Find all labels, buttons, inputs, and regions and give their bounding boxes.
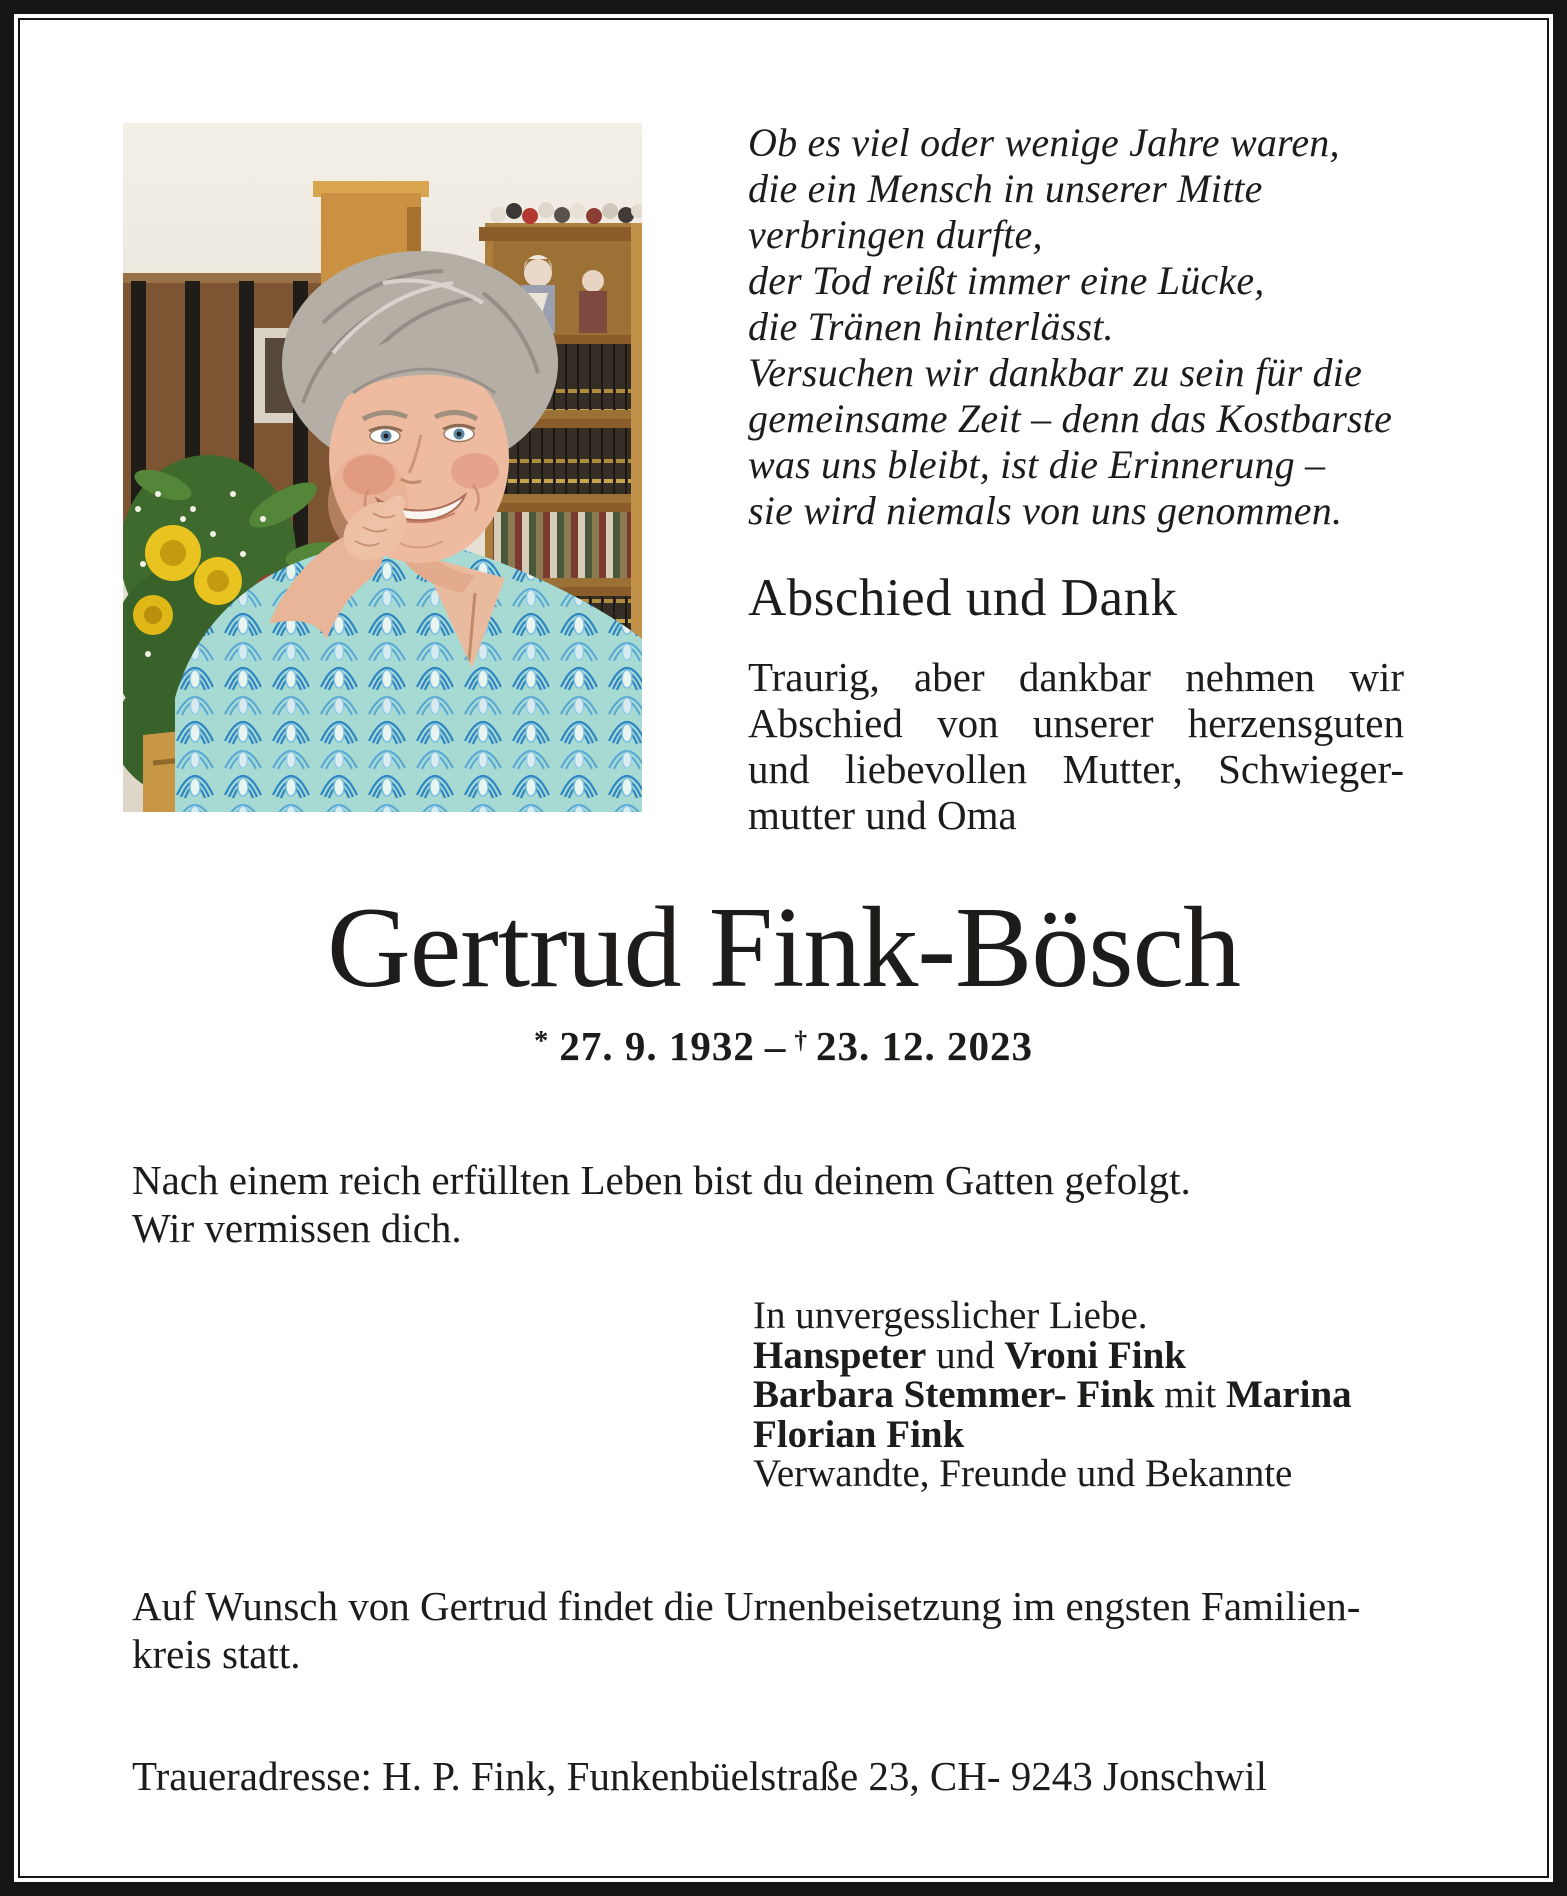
mourner-line bbox=[753, 1296, 1352, 1336]
poem-line: die Tränen hinterlässt. bbox=[748, 304, 1114, 349]
portrait-photo-illustration bbox=[123, 123, 642, 812]
poem-line: sie wird niemals von uns genommen. bbox=[748, 488, 1343, 533]
mourner-line bbox=[753, 1412, 1352, 1456]
deceased-name: Gertrud Fink-Bösch bbox=[326, 884, 1241, 1012]
birth-star-symbol: * bbox=[533, 1025, 550, 1058]
right-column bbox=[748, 120, 1420, 838]
poem-line: gemeinsame Zeit – denn das Kostbarste bbox=[748, 396, 1393, 441]
mourner-text: und bbox=[926, 1333, 1005, 1377]
date-separator: – bbox=[764, 1023, 787, 1069]
poem-line: die ein Mensch in unserer Mitte bbox=[748, 166, 1263, 211]
farewell-text bbox=[132, 1156, 1191, 1252]
mourner-line bbox=[753, 1454, 1352, 1494]
deceased-name-block bbox=[80, 884, 1487, 1070]
farewell-heading: Abschied und Dank bbox=[748, 569, 1178, 627]
death-date: 23. 12. 2023 bbox=[816, 1023, 1034, 1069]
mourners-block bbox=[753, 1296, 1352, 1494]
death-cross-symbol: † bbox=[794, 1025, 809, 1054]
memorial-poem bbox=[748, 120, 1420, 534]
mourner-name: Marina bbox=[1226, 1373, 1352, 1416]
mourner-name: Hanspeter bbox=[753, 1333, 927, 1377]
intro-line: mutter und Oma bbox=[748, 792, 1017, 838]
poem-line: der Tod reißt immer eine Lücke, bbox=[748, 258, 1265, 303]
mourner-text: Verwandte, Freunde und Bekannte bbox=[753, 1452, 1293, 1495]
intro-line: Traurig, aber dankbar nehmen wir bbox=[748, 654, 1404, 700]
mourner-name: Vroni Fink bbox=[1004, 1333, 1187, 1377]
burial-notice-line: kreis statt. bbox=[132, 1631, 301, 1677]
mourner-name: Barbara Stemmer- Fink bbox=[753, 1373, 1155, 1416]
poem-line: Versuchen wir dankbar zu sein für die bbox=[748, 350, 1363, 395]
intro-line: und liebevollen Mutter, Schwieger- bbox=[748, 746, 1404, 792]
poem-line: was uns bleibt, ist die Erinnerung – bbox=[748, 442, 1326, 487]
burial-notice-line: Auf Wunsch von Gertrud findet die Urnenbeisetzung im engsten Familien- bbox=[132, 1583, 1361, 1629]
portrait-photo bbox=[123, 123, 642, 812]
burial-notice bbox=[132, 1582, 1360, 1678]
poem-line: verbringen durfte, bbox=[748, 212, 1043, 257]
mourner-text: In unvergesslicher Liebe. bbox=[753, 1294, 1148, 1337]
poem-line: Ob es viel oder wenige Jahre waren, bbox=[748, 120, 1340, 165]
mourner-line bbox=[753, 1333, 1352, 1377]
birth-date: 27. 9. 1932 bbox=[559, 1023, 755, 1069]
life-dates bbox=[80, 1022, 1487, 1070]
mourning-address: Traueradresse: H. P. Fink, Funkenbüelstraße 23, CH- 9243 Jonschwil bbox=[132, 1753, 1268, 1799]
mourner-name: Florian Fink bbox=[753, 1412, 965, 1456]
farewell-line: Wir vermissen dich. bbox=[132, 1205, 462, 1251]
mourner-text: mit bbox=[1154, 1373, 1226, 1416]
farewell-line: Nach einem reich erfüllten Leben bist du deinem Gatten gefolgt. bbox=[132, 1157, 1191, 1203]
intro-line: Abschied von unserer herzensguten bbox=[748, 700, 1404, 746]
mourner-line bbox=[753, 1375, 1352, 1415]
intro-paragraph bbox=[748, 654, 1404, 838]
